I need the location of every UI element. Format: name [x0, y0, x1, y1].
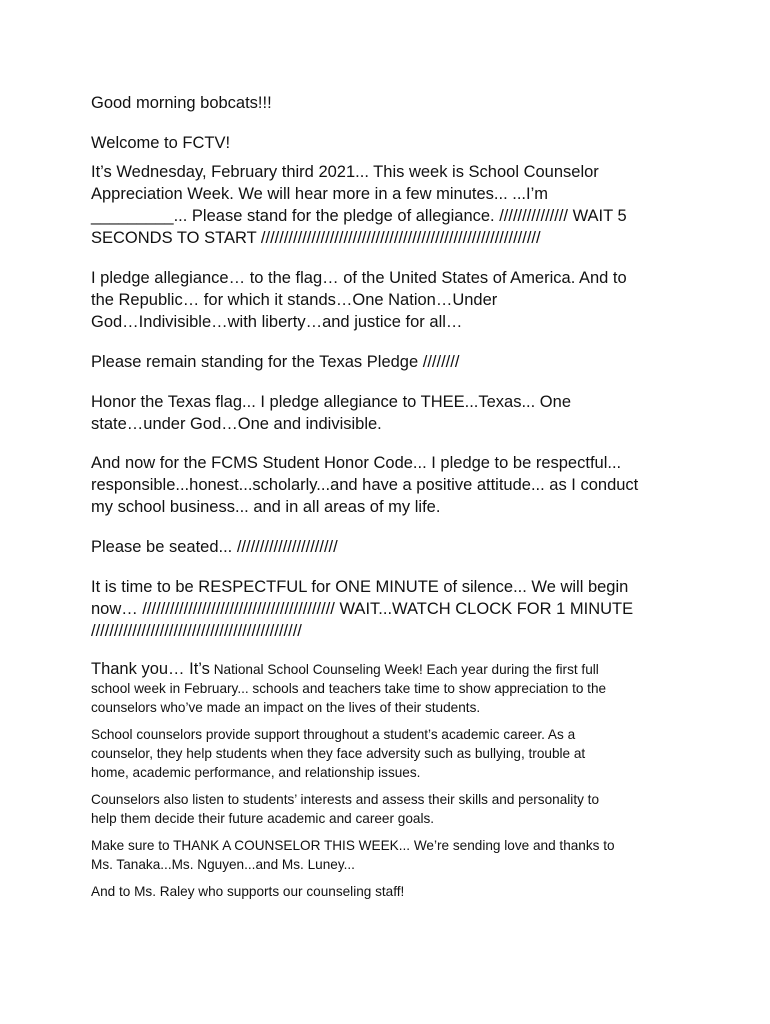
text-line: school week in February... schools and teachers take time to show appreciation to the	[91, 681, 607, 696]
text-line: Ms. Tanaka...Ms. Nguyen...and Ms. Luney...	[91, 857, 355, 872]
text-line: //////////////////////////////////////////////	[91, 622, 302, 640]
text-line: now… ////////////////////////////////////////// WAIT...WATCH CLOCK FOR 1 MINUTE	[91, 600, 634, 618]
text-line: I pledge allegiance… to the flag… of the United States of America. And to	[91, 269, 627, 287]
thank-counselor-paragraph	[91, 836, 691, 874]
text-line: SECONDS TO START /////////////////////////////////////////////////////////////	[91, 229, 541, 247]
document-body	[91, 92, 691, 901]
text-line: state…under God…One and indivisible.	[91, 415, 382, 433]
texas-pledge-paragraph	[91, 391, 691, 435]
text-line: Counselors also listen to students’ interests and assess their skills and personality to	[91, 792, 600, 807]
thanks-line-rest: National School Counseling Week! Each year during the first full	[209, 662, 599, 677]
text-line: God…Indivisible…with liberty…and justice for all…	[91, 313, 463, 331]
text-line: help them decide their future academic and career goals.	[91, 811, 435, 826]
text-line: the Republic… for which it stands…One Nation…Under	[91, 291, 498, 309]
text-line	[91, 660, 691, 679]
raley-line: And to Ms. Raley who supports our counseling staff!	[91, 884, 405, 899]
text-line: home, academic performance, and relationship issues.	[91, 765, 421, 780]
text-line: School counselors provide support throughout a student’s academic career. As a	[91, 727, 576, 742]
text-line: And now for the FCMS Student Honor Code... I pledge to be respectful...	[91, 454, 622, 472]
text-line: _________... Please stand for the pledge of allegiance. /////////////// WAIT 5	[91, 207, 627, 225]
date-paragraph	[91, 161, 691, 249]
thanks-lead-text: Thank you… It’s	[91, 660, 210, 678]
honor-code-paragraph	[91, 452, 691, 518]
silence-paragraph	[91, 576, 691, 642]
counselor-support-paragraph	[91, 725, 691, 782]
text-line: Honor the Texas flag... I pledge allegiance to THEE...Texas... One	[91, 393, 571, 411]
greeting-line: Good morning bobcats!!!	[91, 94, 272, 112]
text-line: counselor, they help students when they face adversity such as bullying, trouble at	[91, 746, 586, 761]
pledge-paragraph	[91, 267, 691, 333]
text-line: counselors who’ve made an impact on the lives of their students.	[91, 700, 481, 715]
texas-intro-line: Please remain standing for the Texas Pledge ////////	[91, 353, 460, 371]
counseling-week-paragraph	[91, 660, 691, 717]
seated-line: Please be seated... //////////////////////	[91, 538, 338, 556]
counselor-listen-paragraph	[91, 790, 691, 828]
text-line: my school business... and in all areas of my life.	[91, 498, 441, 516]
text-line: It is time to be RESPECTFUL for ONE MINUTE of silence... We will begin	[91, 578, 629, 596]
text-line: It’s Wednesday, February third 2021... This week is School Counselor	[91, 163, 599, 181]
text-line: Appreciation Week. We will hear more in a few minutes... ...I’m	[91, 185, 548, 203]
text-line: responsible...honest...scholarly...and have a positive attitude... as I conduct	[91, 476, 639, 494]
text-line: Make sure to THANK A COUNSELOR THIS WEEK... We’re sending love and thanks to	[91, 838, 615, 853]
welcome-line: Welcome to FCTV!	[91, 134, 231, 152]
